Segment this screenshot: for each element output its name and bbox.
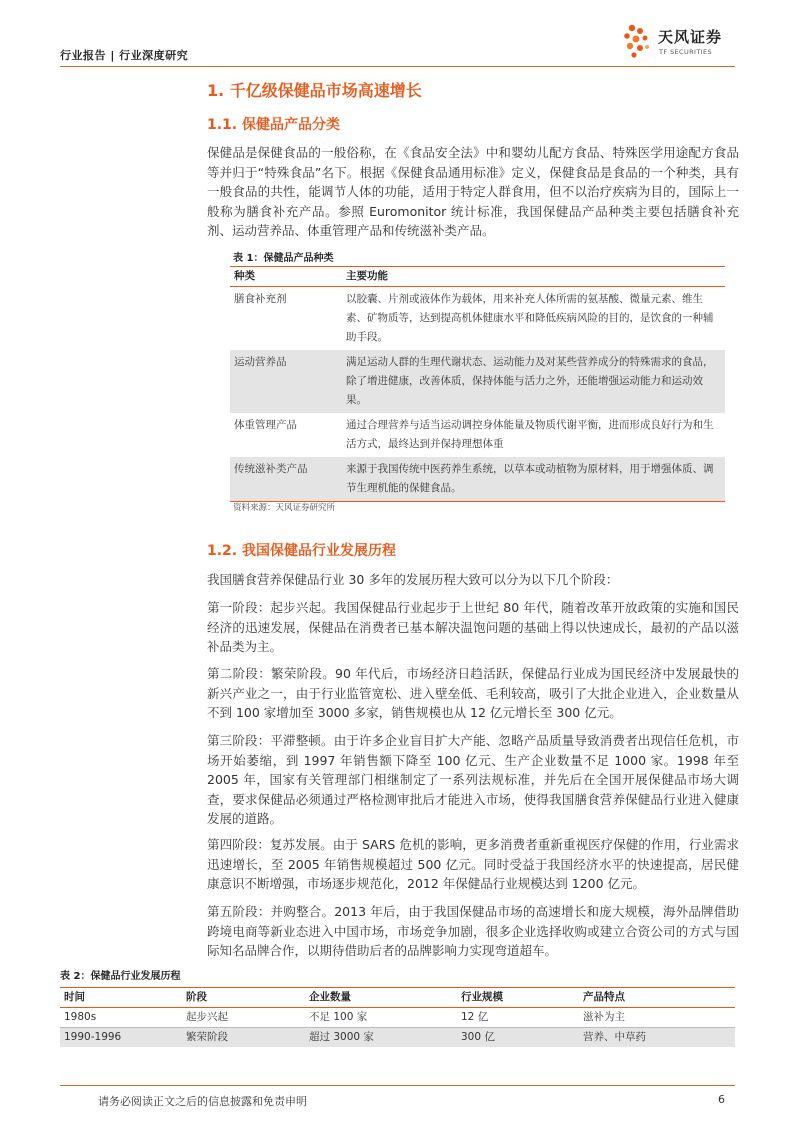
paragraph-stage-5: 第五阶段：并购整合。2013 年后，由于我国保健品市场的高速增长和庞大规模，海外品牌借助跨境电商等新业态进入中国市场，市场竞争加剧，很多企业选择收购或建立合资公司的方式与国际知名品牌合作，以期待借助后者的品牌影响力实现弯道超车。 <box>207 904 739 958</box>
table-cell-function: 以胶囊、片剂或液体作为载体，用来补充人体所需的氨基酸、微量元素、维生素、矿物质等，达到提高机体健康水平和降低疾病风险的目的，是饮食的一种辅助手段。 <box>346 293 714 343</box>
table-cell: 不足 100 家 <box>305 1008 457 1028</box>
logo-mark-icon <box>618 20 658 64</box>
table-row <box>60 1008 735 1028</box>
table-header-row <box>230 267 725 287</box>
table1-caption: 表 1：保健品产品种类 <box>233 253 334 264</box>
subsection-title-1-1: 1.1. 保健品产品分类 <box>207 117 340 133</box>
table-cell: 超过 3000 家 <box>305 1028 457 1048</box>
footer-disclaimer: 请务必阅读正文之后的信息披露和免责申明 <box>98 1095 307 1108</box>
table-header-scale: 行业规模 <box>457 988 579 1008</box>
paragraph-stage-2: 第二阶段：繁荣阶段。90 年代后，市场经济日趋活跃，保健品行业成为国民经济中发展最快的新兴产业之一，由于行业监管宽松、进入壁垒低、毛利较高，吸引了大批企业进入，企业数量从不到 100 家增加至 3000 多家，销售规模也从 12 亿元增长至 300 亿元。 <box>207 666 739 720</box>
table-row <box>60 1028 735 1048</box>
report-type-label: 行业报告 | 行业深度研究 <box>60 49 189 62</box>
table-header-features: 产品特点 <box>579 988 735 1008</box>
table-header-stage: 阶段 <box>182 988 305 1008</box>
table-row <box>230 287 725 351</box>
table-cell-function: 来源于我国传统中医药养生系统，以草本或动植物为原材料，用于增强体质、调节生理机能的保健食品。 <box>342 457 725 502</box>
table-header-function: 主要功能 <box>342 267 725 287</box>
table-cell: 1980s <box>60 1008 182 1028</box>
header-divider <box>60 66 735 67</box>
subsection-title-1-2: 1.2. 我国保健品行业发展历程 <box>207 543 396 559</box>
table-cell: 营养、中草药 <box>579 1028 735 1048</box>
section-title: 1. 千亿级保健品市场高速增长 <box>207 81 422 100</box>
paragraph-intro: 我国膳食营养保健品行业 30 多年的发展历程大致可以分为以下几个阶段： <box>207 572 619 587</box>
table-header-time: 时间 <box>60 988 182 1008</box>
table-cell: 滋补为主 <box>579 1008 735 1028</box>
table-cell-type: 传统滋补类产品 <box>230 457 342 502</box>
table2-caption: 表 2：保健品行业发展历程 <box>60 971 181 982</box>
logo-cn-text: 天风证券 <box>658 28 723 46</box>
table-cell-type: 运动营养品 <box>230 350 342 413</box>
paragraph-stage-4: 第四阶段：复苏发展。由于 SARS 危机的影响，更多消费者重新重视医疗保健的作用，行业需求迅速增长，至 2005 年销售规模超过 500 亿元。同时受益于我国经济水平的快速提高，居民健康意识不断增强，市场逐步规范化，2012 年保健品行业规模达到 1200 亿元。 <box>207 837 739 891</box>
table-cell: 繁荣阶段 <box>182 1028 305 1048</box>
footer-divider <box>60 1085 735 1086</box>
table-cell-type: 膳食补充剂 <box>234 293 287 305</box>
table1-source: 资料来源：天风证券研究所 <box>233 503 336 513</box>
table-cell: 1990-1996 <box>60 1028 182 1048</box>
paragraph-product-classification: 保健品是保健食品的一般俗称，在《食品安全法》中和婴幼儿配方食品、特殊医学用途配方食品等并归于“特殊食品”名下。根据《保健食品通用标准》定义，保健食品是食品的一个种类，具有一般食品的共性，能调节人体的功能，适用于特定人群食用，但不以治疗疾病为目的，国际上一般称为膳食补充产品。参照 Euromonitor 统计标准，我国保健品产品种类主要包括膳食补充剂、运动营养品、体重管理产品和传统滋补类产品。 <box>207 145 739 238</box>
table-row <box>230 413 725 457</box>
table-cell-type: 体重管理产品 <box>234 419 297 431</box>
company-logo <box>618 20 738 64</box>
product-type-table <box>230 266 725 502</box>
industry-history-table <box>60 987 735 1047</box>
table-row <box>230 350 725 413</box>
table-cell-function: 满足运动人群的生理代谢状态、运动能力及对某些营养成分的特殊需求的食品，除了增进健康，改善体质，保持体能与活力之外，还能增强运动能力和运动效果。 <box>342 350 725 413</box>
paragraph-stage-1: 第一阶段：起步兴起。我国保健品行业起步于上世纪 80 年代，随着改革开放政策的实施和国民经济的迅速发展，保健品在消费者已基本解决温饱问题的基础上得以快速成长，最初的产品以滋补品类为主。 <box>207 600 739 654</box>
table-cell: 12 亿 <box>457 1008 579 1028</box>
table-header-row <box>60 988 735 1008</box>
paragraph-stage-3: 第三阶段：平滞整顿。由于许多企业盲目扩大产能、忽略产品质量导致消费者出现信任危机，市场开始萎缩，到 1997 年销售额下降至 100 亿元、生产企业数量不足 1000 家。1998 年至 2005 年，国家有关管理部门相继制定了一系列法规标准，并先后在全国开展保健品市场大调查，要求保健品必须通过严格检测审批后才能进入市场，使得我国膳食营养保健品行业进入健康发展的道路。 <box>207 733 739 826</box>
table-header-type: 种类 <box>230 267 342 287</box>
table-cell-function: 通过合理营养与适当运动调控身体能量及物质代谢平衡，进而形成良好行为和生活方式，最终达到并保持理想体重 <box>346 419 714 450</box>
page-number: 6 <box>718 1093 725 1106</box>
table-cell: 300 亿 <box>457 1028 579 1048</box>
table-header-company-count: 企业数量 <box>305 988 457 1008</box>
logo-en-text: TF SECURITIES <box>659 48 713 56</box>
table-cell: 起步兴起 <box>182 1008 305 1028</box>
table-row <box>230 457 725 502</box>
